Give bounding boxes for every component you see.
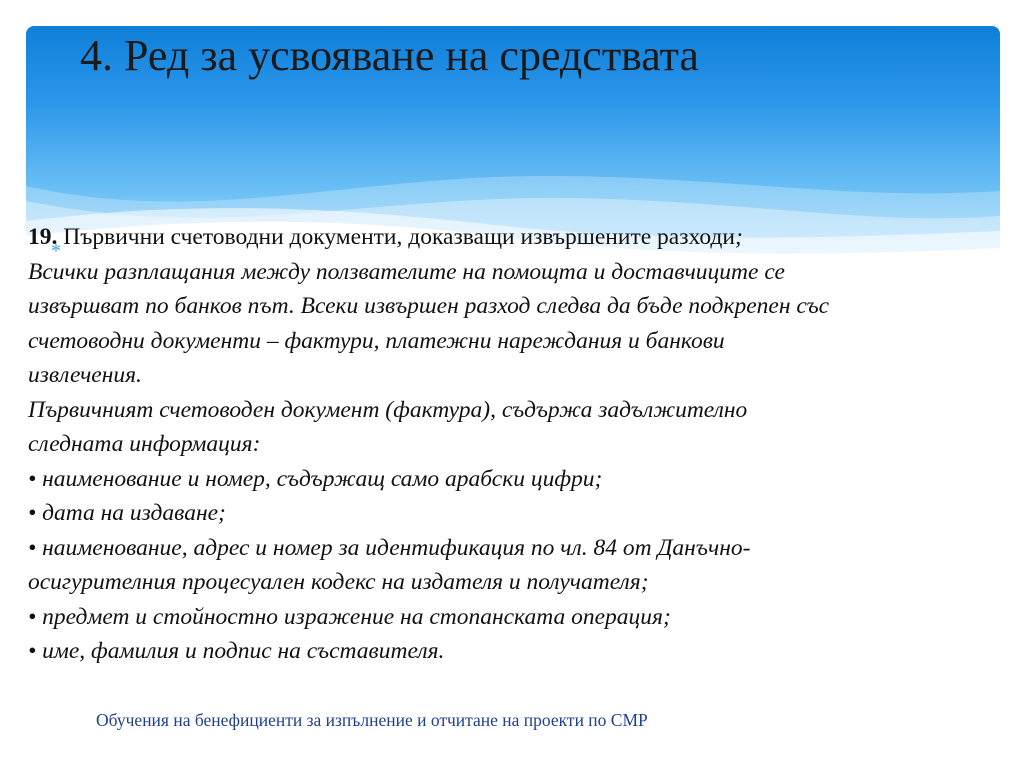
bullet-item: • име, фамилия и подпис на съставителя. (28, 638, 445, 664)
slide-footer: Обучения на бенефициенти за изпълнение и отчитане на проекти по СМР (96, 710, 648, 730)
slide-body (28, 220, 1008, 669)
paragraph-line: Всички разплащания между ползвателите на помощта и доставчиците се (28, 258, 785, 285)
paragraph-line: счетоводни документи – фактури, платежни нареждания и банкови (28, 327, 725, 354)
item-heading: Първични счетоводни документи, доказващи извършените разходи (57, 224, 735, 250)
paragraph-line: следната информация: (28, 431, 261, 457)
item-number: 19. (28, 224, 58, 250)
bullet-item: • дата на издаване; (28, 500, 226, 526)
bullet-item: • наименование, адрес и номер за идентификация по чл. 84 от Данъчно- (28, 534, 751, 561)
bullet-item-continuation: осигурителния процесуален кодекс на издателя и получателя; (28, 569, 649, 595)
star-bullet-icon: * (51, 240, 61, 262)
item-heading-end: ; (734, 224, 743, 250)
item-heading-line (28, 220, 1008, 255)
bullet-item: • предмет и стойностно изражение на стопанската операция; (28, 603, 671, 630)
bullet-item: • наименование и номер, съдържащ само арабски цифри; (28, 465, 603, 492)
slide-title: 4. Ред за усвояване на средствата (80, 31, 699, 80)
paragraph-line: Първичният счетоводен документ (фактура), съдържа задължително (28, 396, 748, 423)
paragraph-line: извършват по банков път. Всеки извършен разход следва да бъде подкрепен със (28, 293, 830, 319)
paragraph-line: извлечения. (28, 362, 142, 388)
